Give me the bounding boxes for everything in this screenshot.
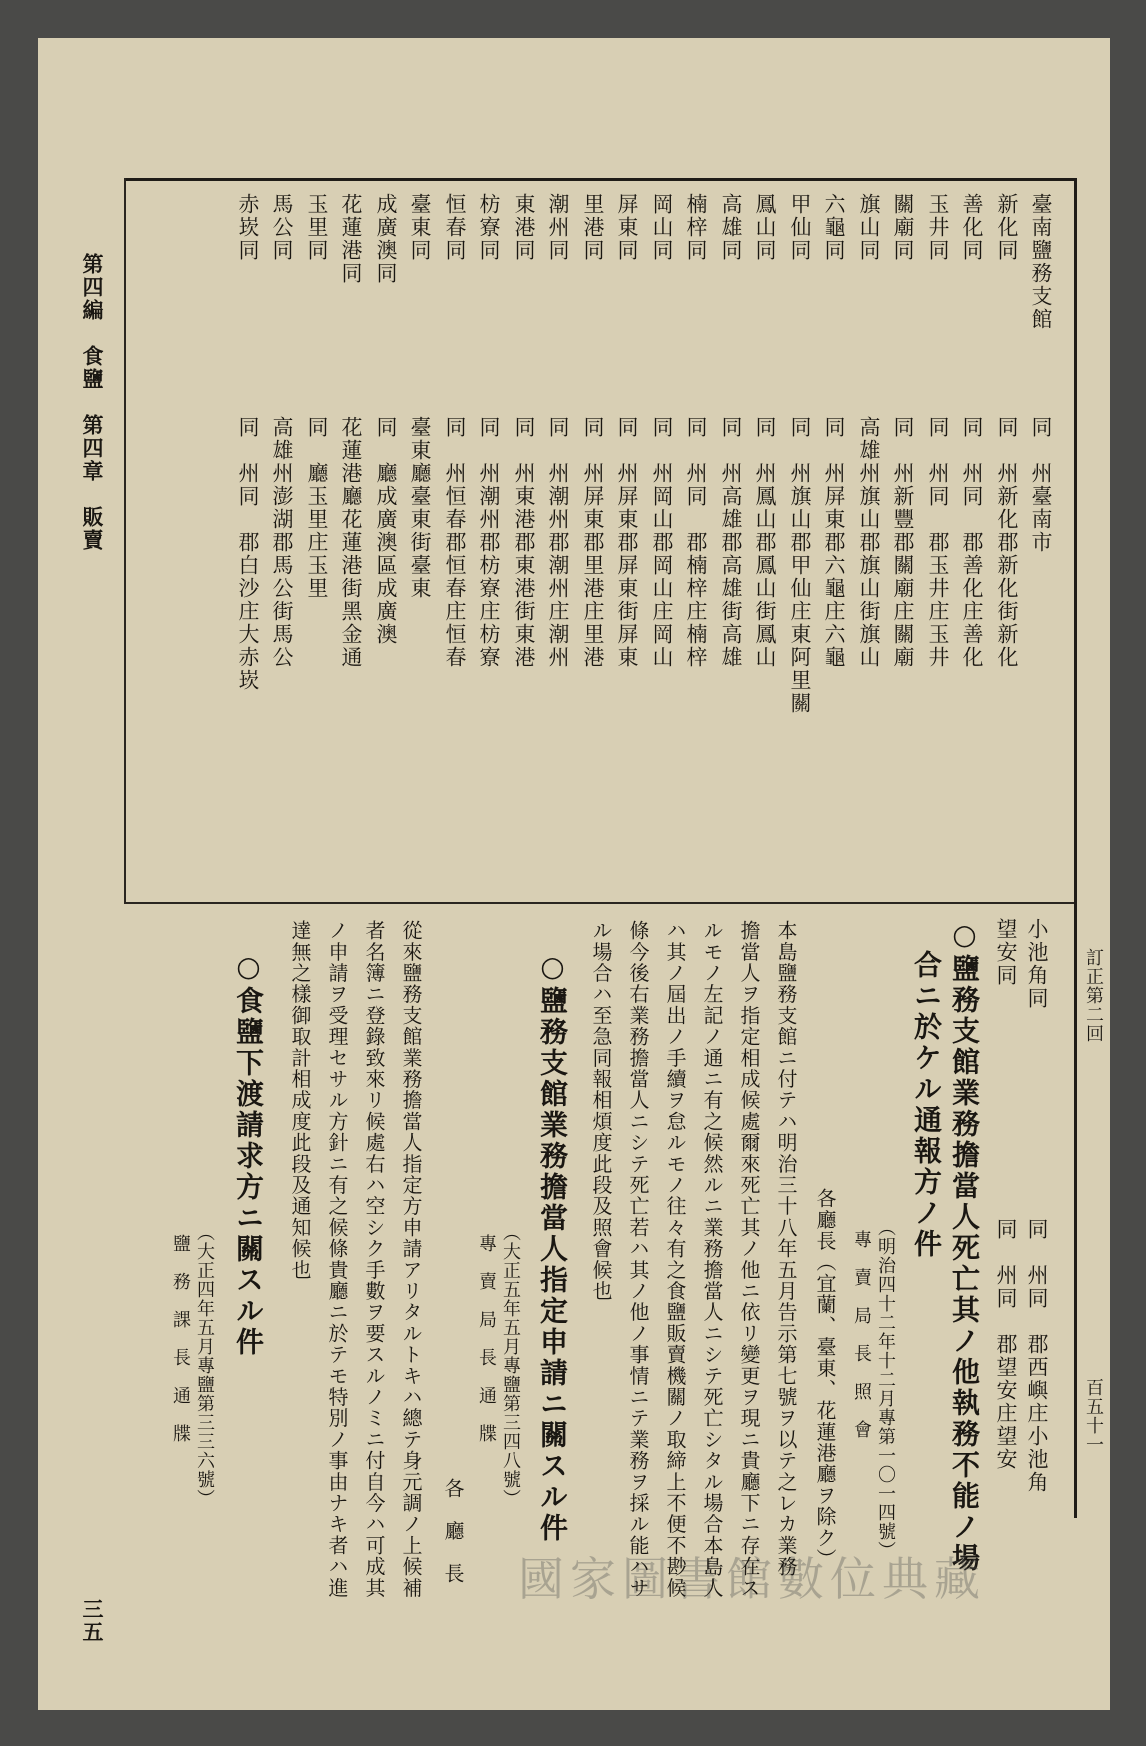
office-name: 岡山同 <box>650 193 674 262</box>
section3-note-line1: （大正四年五月專鹽第三三六號） <box>194 1223 215 1508</box>
office-location: 高雄州旗山郡旗山街旗山 <box>857 416 881 669</box>
office-name: 成廣澳同 <box>374 193 398 285</box>
office-location: 同 州同 郡西嶼庄小池角 <box>1025 1218 1049 1494</box>
section2-addressee: 各 廳 長 <box>441 1478 465 1584</box>
frame-top-rule <box>124 178 1074 181</box>
left-page-number: 三五 <box>80 1598 105 1644</box>
office-location: 臺東廳臺東街臺東 <box>408 416 432 600</box>
office-name: 楠梓同 <box>684 193 708 262</box>
section3-note-line2: 鹽 務 課 長 通 牒 <box>170 1234 191 1443</box>
office-location: 同 州東港郡東港街東港 <box>512 416 536 669</box>
office-location: 同 州恒春郡恒春庄恒春 <box>443 416 467 669</box>
section1-title-line2: 合ニ於ケル通報方ノ件 <box>910 950 943 1260</box>
section1-body-line: ハ其ノ屆出ノ手續ヲ怠ルモノ往々有之食鹽販賣機關ノ取締上不便不尠候 <box>663 920 687 1599</box>
page-number: 百五十一 <box>1083 1378 1104 1454</box>
office-name: 馬公同 <box>270 193 294 262</box>
office-name: 臺南鹽務支館 <box>1029 193 1053 331</box>
office-location: 同 州新化郡新化街新化 <box>995 416 1019 669</box>
office-location: 同 州岡山郡岡山庄岡山 <box>650 416 674 669</box>
office-name: 東港同 <box>512 193 536 262</box>
office-location: 同 州鳳山郡鳳山街鳳山 <box>753 416 777 669</box>
office-name: 潮州同 <box>546 193 570 262</box>
office-location: 同 州屏東郡屏東街屏東 <box>615 416 639 669</box>
section1-note-line2: 專 賣 局 長 照 會 <box>851 1230 872 1439</box>
office-location: 同 州高雄郡高雄街高雄 <box>719 416 743 669</box>
section2-note-line2: 專 賣 局 長 通 牒 <box>476 1234 497 1443</box>
office-location: 同 廳成廣澳區成廣澳 <box>374 416 398 646</box>
office-name: 赤崁同 <box>236 193 260 262</box>
office-name: 玉里同 <box>305 193 329 262</box>
office-location: 同 州同 郡望安庄望安 <box>994 1218 1018 1471</box>
office-location: 同 州屏東郡里港庄里港 <box>581 416 605 669</box>
section2-note-line1: （大正五年五月專鹽第三四八號） <box>500 1223 521 1508</box>
office-name: 里港同 <box>581 193 605 262</box>
section1-body-line: ルモノ左記ノ通ニ有之候然ルニ業務擔當人ニシテ死亡シタル場合本島人 <box>700 920 724 1599</box>
frame-left-rule <box>124 178 126 902</box>
office-location: 同 州同 郡玉井庄玉井 <box>926 416 950 669</box>
office-name: 新化同 <box>995 193 1019 262</box>
office-name: 甲仙同 <box>788 193 812 262</box>
section1-body-line: ル場合ハ至急同報相煩度此段及照會候也 <box>589 920 613 1302</box>
office-name: 善化同 <box>960 193 984 262</box>
library-watermark: 國家圖書館數位典藏 <box>518 1552 986 1606</box>
office-location: 同 州同 郡楠梓庄楠梓 <box>684 416 708 669</box>
document-page <box>38 38 1110 1710</box>
section2-body-line: 從來鹽務支館業務擔當人指定方申請アリタルトキハ總テ身元調ノ上候補 <box>399 920 423 1599</box>
office-location: 同 州潮州郡潮州庄潮州 <box>546 416 570 669</box>
section1-body-line: 本島鹽務支館ニ付テハ明治三十八年五月告示第七號ヲ以テ之レカ業務 <box>774 920 798 1578</box>
section1-note-line1: （明治四十二年十二月專第一〇一四號） <box>875 1218 896 1560</box>
section2-body-line: 者名簿ニ登錄致來リ候處右ハ空シク手數ヲ要スルノミニ付自今ハ可成其 <box>362 920 386 1599</box>
section1-body-line: 條今後右業務擔當人ニシテ死亡若ハ其ノ他ノ事情ニテ業務ヲ採ル能ハサ <box>626 920 650 1599</box>
office-location: 同 州屏東郡六龜庄六龜 <box>822 416 846 669</box>
section2-body-line: ノ申請ヲ受理セサル方針ニ有之候條貴廳ニ於テモ特別ノ事由ナキ者ハ進 <box>325 920 349 1599</box>
office-name: 玉井同 <box>926 193 950 262</box>
office-name: 花蓮港同 <box>339 193 363 285</box>
section2-title: ○鹽務支館業務擔當人指定申請ニ關スル件 <box>536 950 569 1544</box>
office-name: 望安同 <box>994 918 1018 987</box>
office-location: 同 州同 郡白沙庄大赤崁 <box>236 416 260 692</box>
office-name: 枋寮同 <box>477 193 501 262</box>
office-name: 高雄同 <box>719 193 743 262</box>
office-name: 臺東同 <box>408 193 432 262</box>
office-location: 同 廳玉里庄玉里 <box>305 416 329 600</box>
section3-title: ○食鹽下渡請求方ニ關スル件 <box>232 950 265 1358</box>
office-name: 六龜同 <box>822 193 846 262</box>
office-name: 鳳山同 <box>753 193 777 262</box>
office-location: 同 州同 郡善化庄善化 <box>960 416 984 669</box>
office-location: 同 州旗山郡甲仙庄東阿里關 <box>788 416 812 715</box>
section1-title-line1: ○鹽務支館業務擔當人死亡其ノ他執務不能ノ場 <box>948 918 981 1574</box>
section1-body-line: 擔當人ヲ指定相成候處爾來死亡其ノ他ニ依リ變更ヲ現ニ貴廳下ニ存在ス <box>737 920 761 1599</box>
office-name: 關廟同 <box>891 193 915 262</box>
office-name: 小池角同 <box>1025 918 1049 1010</box>
office-name: 恒春同 <box>443 193 467 262</box>
office-name: 屏東同 <box>615 193 639 262</box>
chapter-heading: 第四編 食鹽 第四章 販賣 <box>80 253 105 552</box>
frame-divider-rule <box>124 902 1074 904</box>
frame-right-rule <box>1074 178 1077 1518</box>
office-location: 高雄州澎湖郡馬公街馬公 <box>270 416 294 669</box>
section1-addressee: 各廳長（宜蘭、臺東、花蓮港廳ヲ除ク） <box>813 1188 837 1570</box>
section2-body-line: 達無之樣御取計相成度此段及通知候也 <box>288 920 312 1281</box>
office-location: 同 州新豐郡關廟庄關廟 <box>891 416 915 669</box>
office-name: 旗山同 <box>857 193 881 262</box>
revision-label: 訂正第二回 <box>1083 948 1104 1043</box>
office-location: 同 州臺南市 <box>1029 416 1053 554</box>
office-location: 花蓮港廳花蓮港街黑金通 <box>339 416 363 669</box>
office-location: 同 州潮州郡枋寮庄枋寮 <box>477 416 501 669</box>
